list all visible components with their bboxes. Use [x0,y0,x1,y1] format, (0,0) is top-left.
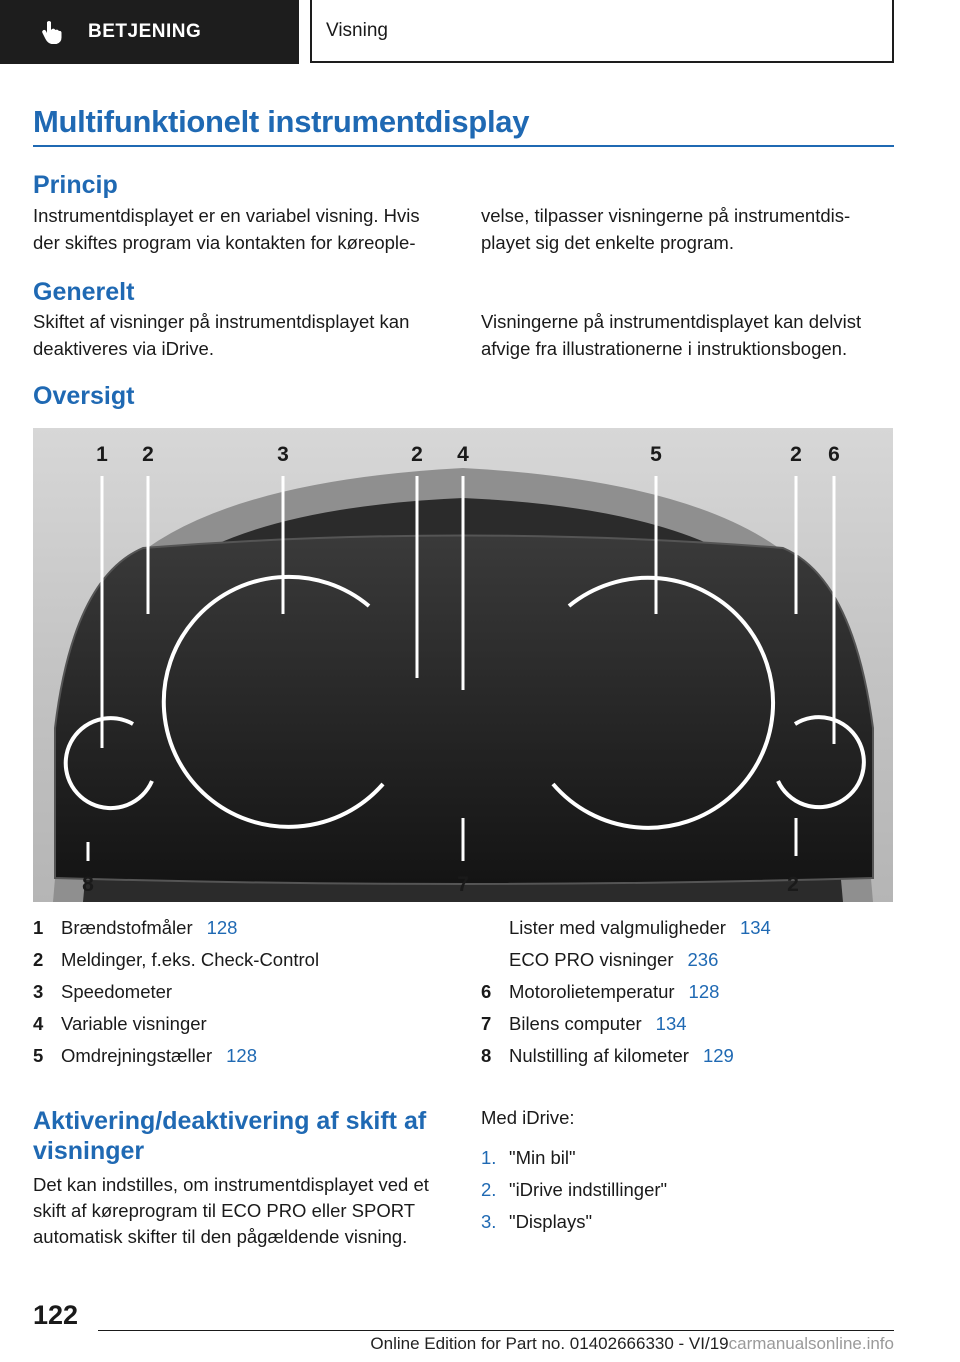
legend-item: 1 Brændstofmåler 128 [33,912,453,944]
page-ref-link[interactable]: 128 [226,1045,258,1066]
princip-right-text: velse, tilpasser visningerne på instrumentdis-playet sig det enkelte program. [481,205,851,253]
generelt-heading: Generelt [33,278,135,306]
page-ref-link[interactable]: 128 [206,917,238,938]
legend-item: ECO PRO visninger 236 [481,944,901,976]
generelt-left-text: Skiftet af visninger på instrumentdisplayet kan deaktiveres via iDrive. [33,311,410,359]
aktivering-text: Det kan indstilles, om instrumentdisplayet ved et skift af køreprogram til ECO PRO eller SPORT automatisk skifter til den pågældende visning. [33,1174,429,1247]
steps-list [481,1142,901,1238]
page-ref-link[interactable]: 236 [687,949,719,970]
callout-2c: 2 [790,443,802,466]
legend-right [481,912,901,1072]
section-tab [0,0,299,64]
legend-item: 4 Variable visninger [33,1013,207,1034]
footer-watermark: carmanualsonline.info [728,1334,894,1353]
callout-7: 7 [457,873,469,896]
callout-6: 6 [828,443,840,466]
legend-item: 8 Nulstilling af kilometer 129 [481,1040,901,1072]
page-number: 122 [33,1300,79,1330]
legend-item: Lister med valgmuligheder 134 [481,912,901,944]
hand-pointer-icon [40,20,62,44]
page-title: Multifunktionelt instrumentdisplay [33,104,530,139]
callout-2d: 2 [787,873,799,896]
list-item: 2. "iDrive indstillinger" [481,1179,668,1200]
callout-3: 3 [277,443,289,466]
generelt-right-text: Visningerne på instrumentdisplayet kan delvist afvige fra illustrationerne i instruktionsbogen. [481,311,862,359]
callout-1: 1 [96,443,108,466]
princip-left-text: Instrumentdisplayet er en variabel visning. Hvis der skiftes program via kontakten for køreople- [33,205,420,253]
instrument-cluster-diagram [33,428,893,902]
idrive-intro: Med iDrive: [481,1107,575,1128]
callout-2a: 2 [142,443,154,466]
callout-8: 8 [82,873,94,896]
legend-left [33,912,453,1072]
legend-item: 2 Meldinger, f.eks. Check-Control [33,949,320,970]
page-ref-link[interactable]: 129 [702,1045,734,1066]
callout-4: 4 [457,443,469,466]
list-item: 1. "Min bil" [481,1147,576,1168]
list-item: 3. "Displays" [481,1211,593,1232]
footer [307,1334,894,1354]
chapter-label: Visning [326,19,388,41]
title-rule [33,145,894,147]
chapter-tab [310,0,894,63]
legend-item: 7 Bilens computer 134 [481,1008,901,1040]
legend-item: 3 Speedometer [33,981,173,1002]
page-ref-link[interactable]: 128 [688,981,720,1002]
page-ref-link[interactable]: 134 [655,1013,687,1034]
oversigt-heading: Oversigt [33,382,135,410]
section-label: BETJENING [88,21,202,42]
callout-2b: 2 [411,443,423,466]
footer-rule [98,1330,894,1331]
page-ref-link[interactable]: 134 [739,917,771,938]
callout-5: 5 [650,443,662,466]
princip-heading: Princip [33,171,118,199]
legend-item: 5 Omdrejningstæller 128 [33,1040,453,1072]
legend-item: 6 Motorolietemperatur 128 [481,976,901,1008]
footer-edition: Online Edition for Part no. 01402666330 - VI/19 [370,1334,729,1353]
aktivering-heading: Aktivering/deaktivering af skift af visninger [33,1107,427,1165]
